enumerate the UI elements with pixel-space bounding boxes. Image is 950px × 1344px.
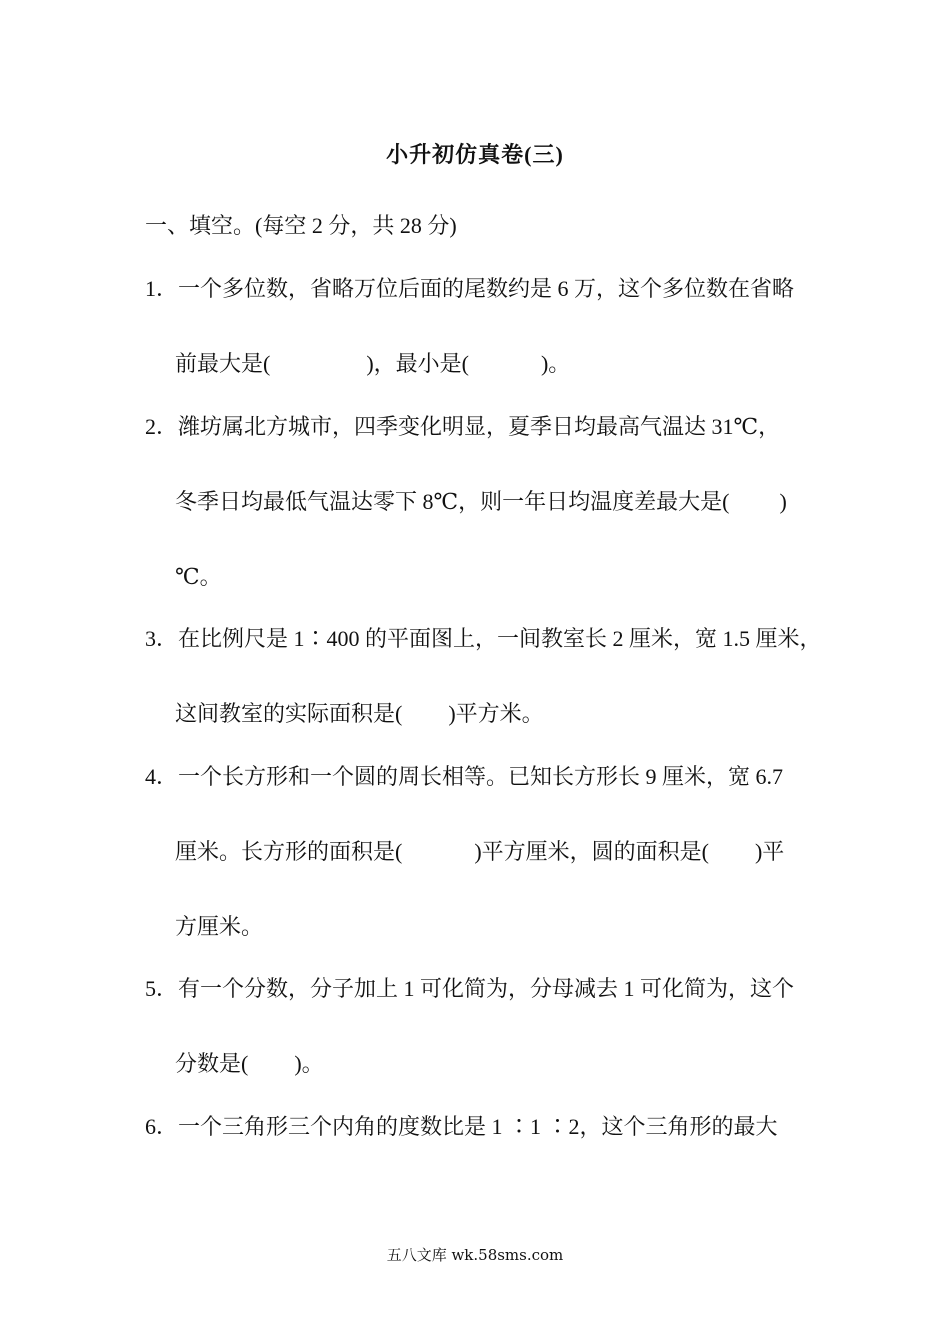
question-2-line-3: ℃。: [175, 564, 222, 589]
q3-text-b: )平方米。: [448, 701, 544, 726]
q1-text-c: )。: [540, 351, 571, 376]
q4-text-b: )平方厘米，圆的面积是(: [474, 839, 709, 864]
q2-text-b: ): [779, 489, 787, 514]
question-2-line-1: 2．潍坊属北方城市，四季变化明显，夏季日均最高气温达 31℃，: [145, 414, 781, 439]
page-footer: 五八文库 wk.58sms.com: [386, 1246, 564, 1264]
question-4-line-1: 4．一个长方形和一个圆的周长相等。已知长方形长 9 厘米，宽 6.7: [145, 764, 784, 789]
question-1-line-1: 1．一个多位数，省略万位后面的尾数约是 6 万，这个多位数在省略: [145, 276, 795, 301]
question-4-line-3: 方厘米。: [175, 914, 264, 939]
q1-text-a: 前最大是(: [175, 351, 271, 376]
question-2-line-2: [175, 487, 787, 517]
section-heading: 一、填空。(每空 2 分，共 28 分): [145, 213, 457, 238]
q5-text-b: )。: [294, 1051, 324, 1076]
question-6-line-1: 6．一个三角形三个内角的度数比是 1 ∶1 ∶2，这个三角形的最大: [145, 1114, 778, 1139]
question-3-line-2: [175, 699, 544, 729]
question-4-line-2: [175, 837, 784, 867]
q1-text-b: )，最小是(: [366, 351, 469, 376]
question-5-line-2: [175, 1049, 324, 1079]
question-1-line-2: [175, 349, 570, 379]
q4-text-c: )平: [754, 839, 785, 864]
q3-text-a: 这间教室的实际面积是(: [175, 701, 403, 726]
page-title: 小升初仿真卷(三): [386, 142, 564, 167]
q2-text-a: 冬季日均最低气温达零下 8℃，则一年日均温度差最大是(: [175, 489, 730, 514]
q5-text-a: 分数是(: [175, 1051, 249, 1076]
question-3-line-1: 3．在比例尺是 1∶400 的平面图上，一间教室长 2 厘米，宽 1.5 厘米，: [145, 626, 822, 651]
question-5-line-1: 5．有一个分数，分子加上 1 可化简为，分母减去 1 可化简为，这个: [145, 976, 795, 1001]
q4-text-a: 厘米。长方形的面积是(: [175, 839, 403, 864]
